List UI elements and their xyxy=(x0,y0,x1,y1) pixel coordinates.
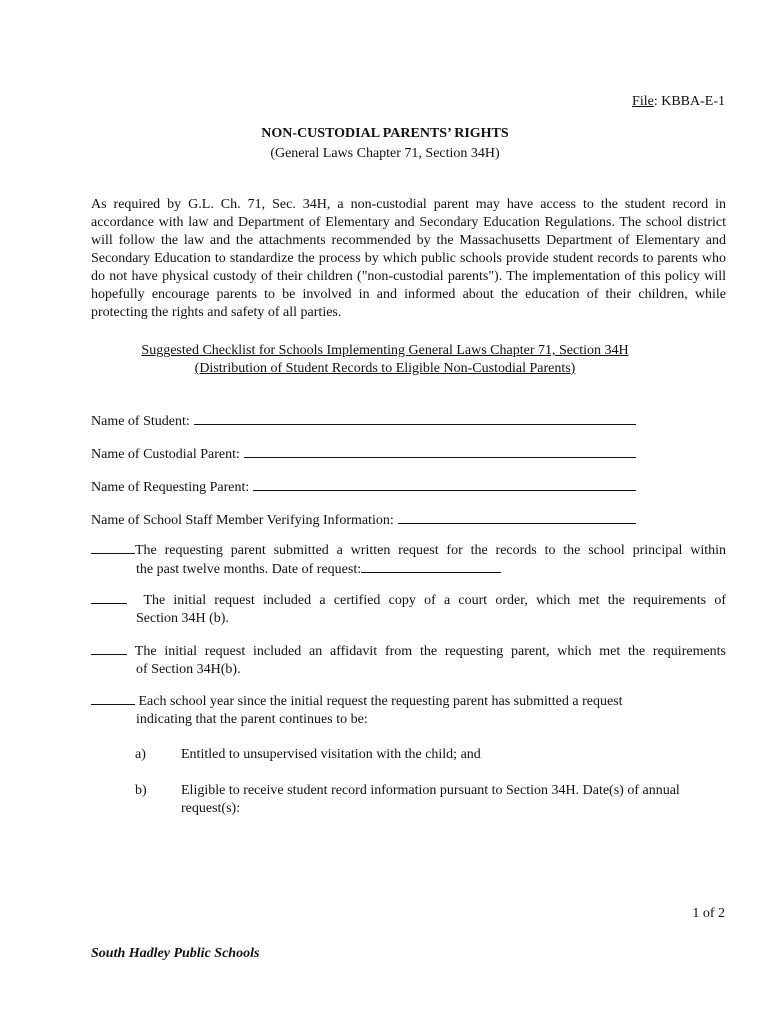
item1-check-blank[interactable] xyxy=(91,541,135,554)
checklist-item-3 xyxy=(91,642,726,679)
request-date-line[interactable] xyxy=(361,560,501,573)
custodial-parent-label: Name of Custodial Parent: xyxy=(91,447,240,462)
file-label: File xyxy=(632,94,654,109)
document-subtitle: (General Laws Chapter 71, Section 34H) xyxy=(270,146,500,161)
checklist-item-2 xyxy=(91,591,726,628)
custodial-parent-field xyxy=(91,443,636,463)
sub-item-a-text: Entitled to unsupervised visitation with the child; and xyxy=(181,747,481,762)
item3-check-blank[interactable] xyxy=(91,642,127,655)
item4-line2: indicating that the parent continues to be: xyxy=(136,712,368,727)
file-code: : KBBA-E-1 xyxy=(653,94,725,109)
sub-item-b-label: b) xyxy=(135,783,147,798)
sub-item-b xyxy=(135,782,725,818)
checklist-item-4 xyxy=(91,692,726,729)
page-number: 1 of 2 xyxy=(692,906,725,921)
staff-member-label: Name of School Staff Member Verifying Information: xyxy=(91,513,394,528)
footer-school-name: South Hadley Public Schools xyxy=(91,946,260,961)
staff-member-line[interactable] xyxy=(398,509,636,524)
requesting-parent-field xyxy=(91,476,636,496)
custodial-parent-line[interactable] xyxy=(244,443,636,458)
student-name-field xyxy=(91,410,636,430)
staff-member-field xyxy=(91,509,636,529)
sub-item-b-line2: request(s): xyxy=(181,801,241,816)
file-reference xyxy=(632,94,725,110)
item4-line1: Each school year since the initial request the requesting parent has submitted a request xyxy=(138,694,623,709)
item1-line1: The requesting parent submitted a written request for the records to the school principal within xyxy=(135,543,726,558)
requesting-parent-label: Name of Requesting Parent: xyxy=(91,480,250,495)
item3-line2: of Section 34H(b). xyxy=(136,662,241,677)
sub-item-a-label: a) xyxy=(135,747,146,762)
item1-line2: the past twelve months. Date of request: xyxy=(136,562,362,577)
sub-item-b-line1: Eligible to receive student record information pursuant to Section 34H. Date(s) of annual xyxy=(181,783,680,798)
document-title: NON-CUSTODIAL PARENTS’ RIGHTS xyxy=(261,126,509,141)
item2-line1: The initial request included a certified copy of a court order, which met the requirements of xyxy=(143,593,726,608)
item4-check-blank[interactable] xyxy=(91,692,135,705)
requesting-parent-line[interactable] xyxy=(253,476,636,491)
student-name-label: Name of Student: xyxy=(91,414,190,429)
item3-line1: The initial request included an affidavit from the requesting parent, which met the requirements xyxy=(134,644,727,659)
student-name-line[interactable] xyxy=(194,410,636,425)
checklist-heading xyxy=(0,342,770,378)
item2-line2: Section 34H (b). xyxy=(136,611,229,626)
checklist-item-1 xyxy=(91,541,726,579)
sub-item-a xyxy=(135,746,725,764)
checklist-title-line2: (Distribution of Student Records to Eligible Non-Custodial Parents) xyxy=(194,361,576,376)
item2-check-blank[interactable] xyxy=(91,591,127,604)
intro-paragraph: As required by G.L. Ch. 71, Sec. 34H, a non-custodial parent may have access to the student record in accordance with law and Department of Elementary and Secondary Education Regulations. The school district will follow the law and the attachments recommended by the Massachusetts Department of Elementary and Secondary Education to standardize the process by which public schools provide student records to parents who do not have physical custody of their children ("non-custodial parents"). The implementation of this policy will hopefully encourage parents to be involved in and informed about the education of their children, while protecting the rights and safety of all parties. xyxy=(91,197,726,320)
checklist-title-line1: Suggested Checklist for Schools Implementing General Laws Chapter 71, Section 34H xyxy=(141,343,629,358)
